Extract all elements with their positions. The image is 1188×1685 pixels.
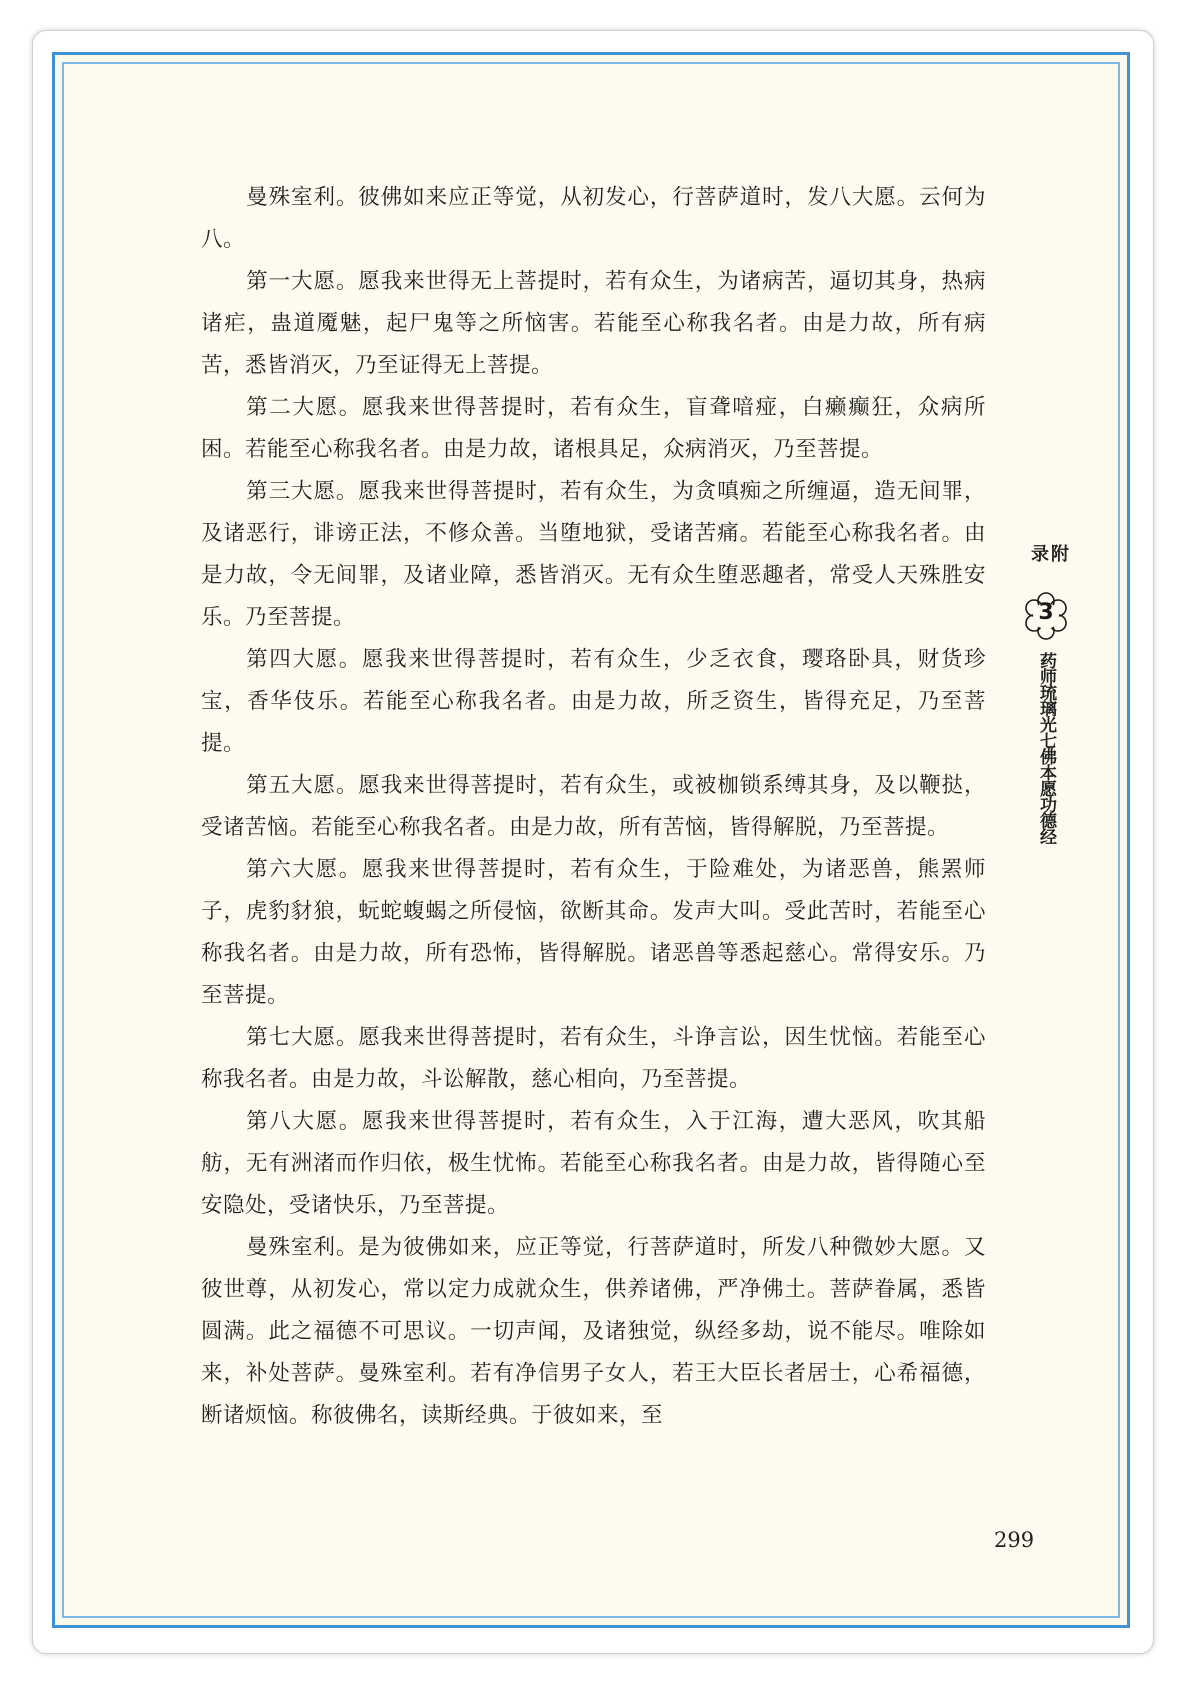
- paragraph: 曼殊室利。是为彼佛如来，应正等觉，行菩萨道时，所发八种微妙大愿。又彼世尊，从初发心，常以定力成就众生，供养诸佛，严净佛土。菩萨眷属，悉皆圆满。此之福德不可思议。一切声闻，及诸独觉，纵经多劫，说不能尽。唯除如来，补处菩萨。曼殊室利。若有净信男子女人，若王大臣长者居士，心希福德，断诸烦恼。称彼佛名，读斯经典。于彼如来，至: [201, 1235, 986, 1428]
- paragraph: 第五大愿。愿我来世得菩提时，若有众生，或被枷锁系缚其身，及以鞭挞，受诸苦恼。若能至心称我名者。由是力故，所有苦恼，皆得解脱，乃至菩提。: [201, 773, 986, 840]
- appendix-label: 附录: [1028, 544, 1069, 576]
- side-running-title: [1028, 530, 1069, 844]
- body-text: [201, 177, 986, 1437]
- paragraph: 第六大愿。愿我来世得菩提时，若有众生，于险难处，为诸恶兽，熊罴师子，虎豹豺狼，蚖蛇蝮蝎之所侵恼，欲断其命。发声大叫。受此苦时，若能至心称我名者。由是力故，所有恐怖，皆得解脱。诸恶兽等悉起慈心。常得安乐。乃至菩提。: [201, 857, 986, 1008]
- paragraph: 第一大愿。愿我来世得无上菩提时，若有众生，为诸病苦，逼切其身，热病诸疟，蛊道魇魅，起尸鬼等之所恼害。若能至心称我名者。由是力故，所有病苦，悉皆消灭，乃至证得无上菩提。: [201, 269, 986, 378]
- flower-icon: [1020, 590, 1072, 642]
- paragraph: 第七大愿。愿我来世得菩提时，若有众生，斗诤言讼，因生忧恼。若能至心称我名者。由是力故，斗讼解散，慈心相向，乃至菩提。: [201, 1025, 986, 1092]
- paragraph: 第三大愿。愿我来世得菩提时，若有众生，为贪嗔痴之所缠逼，造无间罪，及诸恶行，诽谤正法，不修众善。当堕地狱，受诸苦痛。若能至心称我名者。由是力故，令无间罪，及诸业障，悉皆消灭。无有众生堕恶趣者，常受人天殊胜安乐。乃至菩提。: [201, 479, 986, 630]
- page-number: 299: [994, 1528, 1035, 1552]
- paragraph: 第八大愿。愿我来世得菩提时，若有众生，入于江海，遭大恶风，吹其船舫，无有洲渚而作归依，极生忧怖。若能至心称我名者。由是力故，皆得随心至安隐处，受诸快乐，乃至菩提。: [201, 1109, 986, 1218]
- paragraph: 曼殊室利。彼佛如来应正等觉，从初发心，行菩萨道时，发八大愿。云何为八。: [201, 185, 986, 252]
- paragraph: 第二大愿。愿我来世得菩提时，若有众生，盲聋喑痖，白癞癫狂，众病所困。若能至心称我名者。由是力故，诸根具足，众病消灭，乃至菩提。: [201, 395, 986, 462]
- book-title: 药师琉璃光七佛本愿功德经: [1036, 652, 1056, 844]
- chapter-number: 3: [1038, 600, 1054, 625]
- paragraph: 第四大愿。愿我来世得菩提时，若有众生，少乏衣食，璎珞卧具，财货珍宝，香华伎乐。若能至心称我名者。由是力故，所乏资生，皆得充足，乃至菩提。: [201, 647, 986, 756]
